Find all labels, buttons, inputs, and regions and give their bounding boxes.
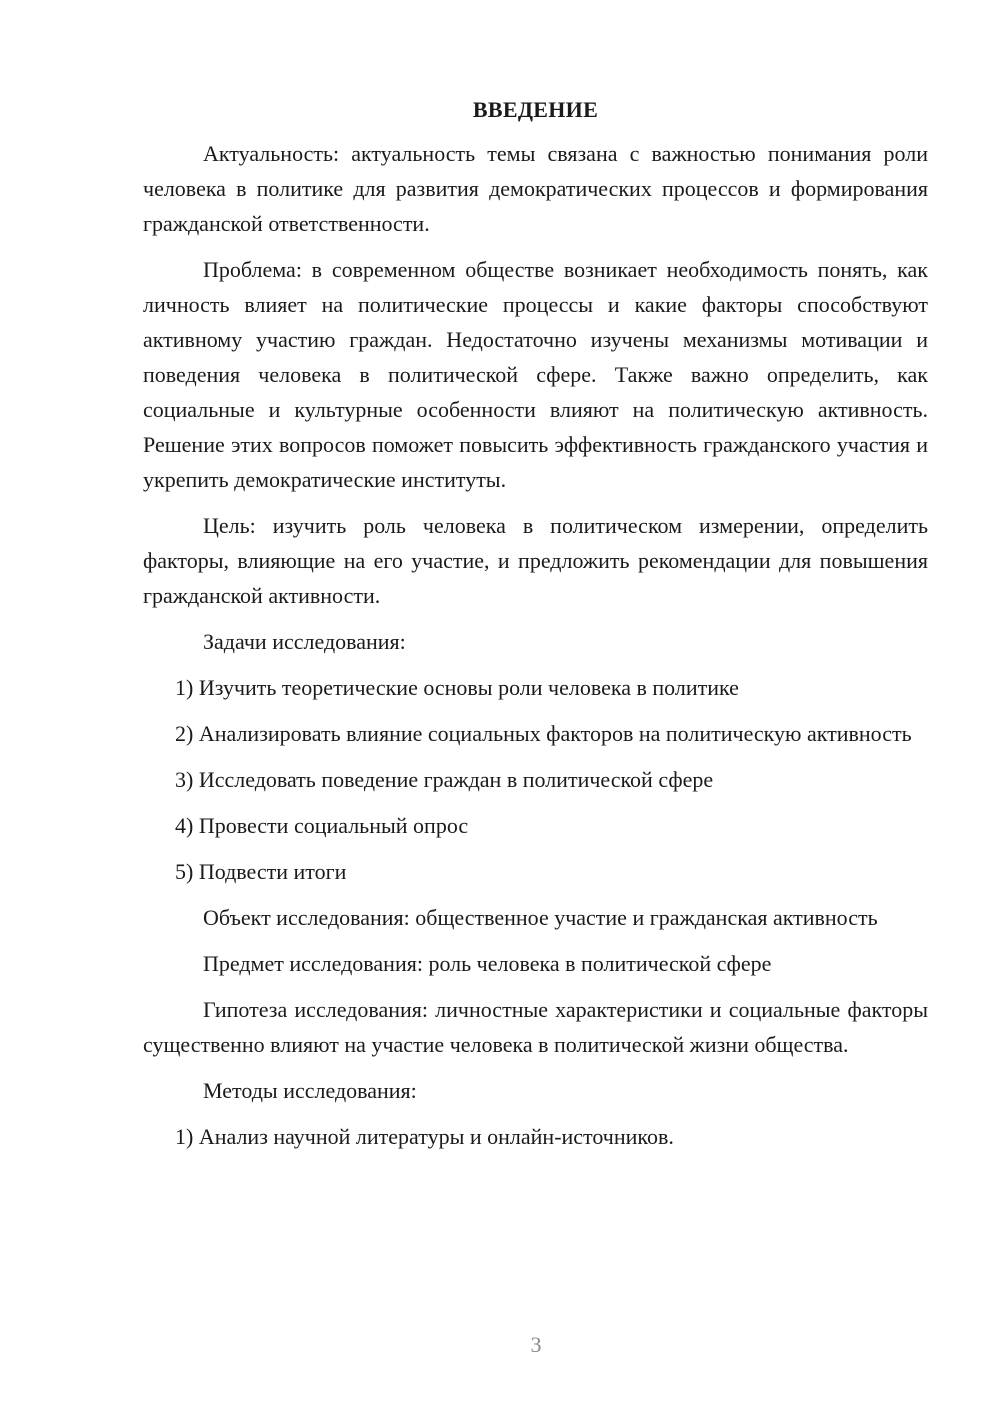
object-paragraph: Объект исследования: общественное участие и гражданская активность xyxy=(203,905,878,930)
task-item: 2) Анализировать влияние социальных факторов на политическую активность xyxy=(175,721,912,746)
subject-paragraph: Предмет исследования: роль человека в политической сфере xyxy=(203,951,772,976)
task-item: 1) Изучить теоретические основы роли человека в политике xyxy=(175,675,739,700)
document-page xyxy=(143,95,928,1154)
problem-paragraph: Проблема: в современном обществе возникает необходимость понять, как личность влияет на политические процессы и какие факторы способствуют активному участию граждан. Недостаточно изучены механизмы мотивации и поведения человека в политической сфере. Также важно определить, как социальные и культурные особенности влияют на политическую активность. Решение этих вопросов поможет повысить эффективность гражданского участия и укрепить демократические институты. xyxy=(143,257,928,492)
methods-heading: Методы исследования: xyxy=(203,1078,417,1103)
goal-paragraph: Цель: изучить роль человека в политическом измерении, определить факторы, влияющие на его участие, и предложить рекомендации для повышения гражданской активности. xyxy=(143,513,928,608)
section-heading: ВВЕДЕНИЕ xyxy=(472,97,599,122)
relevance-paragraph: Актуальность: актуальность темы связана с важностью понимания роли человека в политике для развития демократических процессов и формирования гражданской ответственности. xyxy=(143,141,928,236)
page-number: 3 xyxy=(530,1332,542,1357)
task-item: 5) Подвести итоги xyxy=(175,859,347,884)
task-item: 4) Провести социальный опрос xyxy=(175,813,469,838)
hypothesis-paragraph: Гипотеза исследования: личностные характеристики и социальные факторы существенно влияют на участие человека в политической жизни общества. xyxy=(143,997,928,1057)
tasks-heading: Задачи исследования: xyxy=(203,629,406,654)
task-item: 3) Исследовать поведение граждан в политической сфере xyxy=(175,767,714,792)
method-item: 1) Анализ научной литературы и онлайн-источников. xyxy=(175,1124,674,1149)
